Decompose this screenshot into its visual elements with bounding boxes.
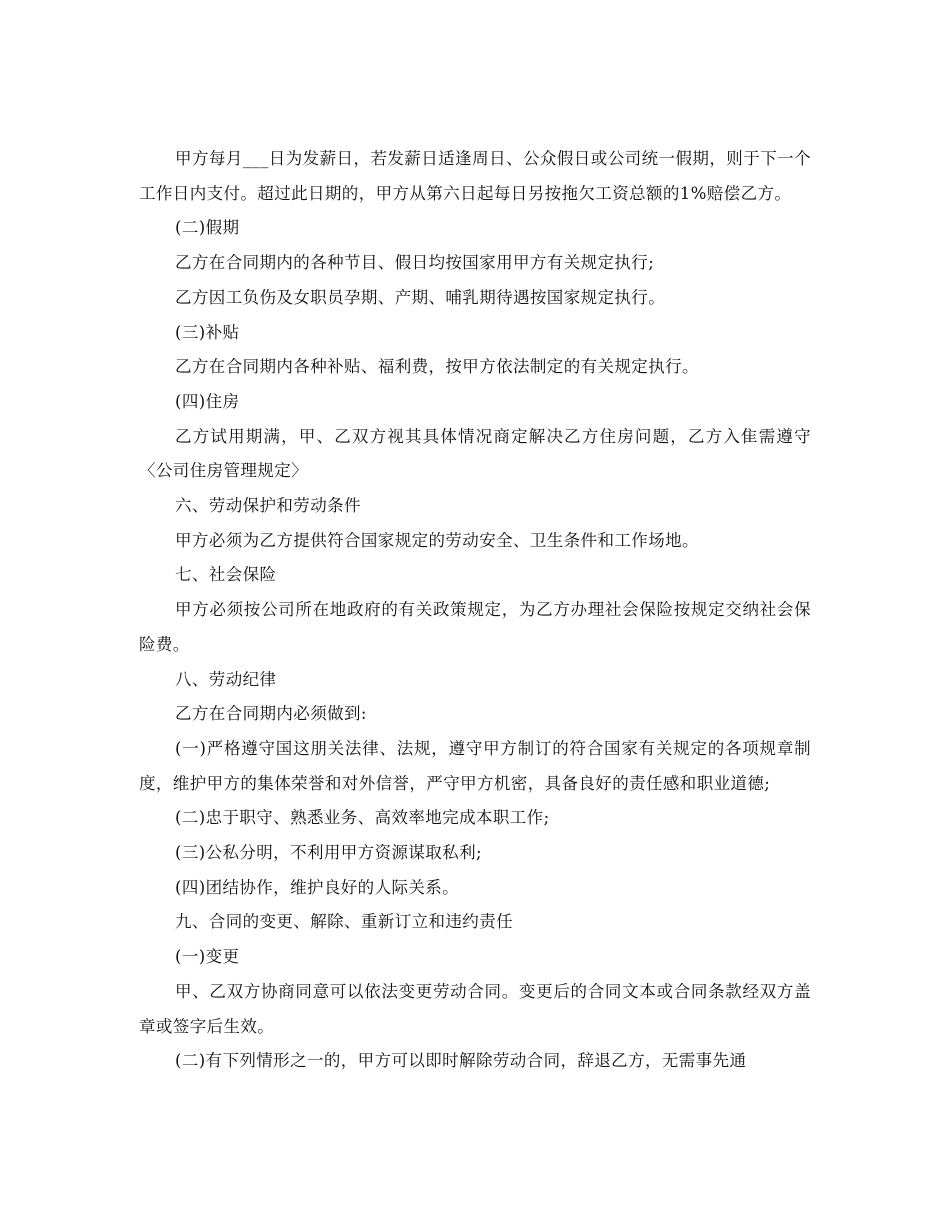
paragraph-housing: 乙方试用期满，甲、乙双方视其具体情况商定解决乙方住房问题，乙方入隹需遵守〈公司住房管理规定〉 bbox=[139, 426, 811, 481]
paragraph-salary-payday: 甲方每月___日为发薪日，若发薪日适逢周日、公众假日或公司统一假期，则于下一个工作日内支付。超过此日期的，甲方从第六日起每日另按拖欠工资总额的1%赔偿乙方。 bbox=[139, 149, 811, 203]
paragraph-holidays: 乙方在合同期内的各种节目、假日均按国家用甲方有关规定执行; bbox=[175, 253, 655, 273]
paragraph-discipline-4: (四)团结协作，维护良好的人际关系。 bbox=[175, 877, 460, 897]
paragraph-change: 甲、乙双方协商同意可以依法变更劳动合同。变更后的合同文本或合同条款经双方盖章或签字后生效。 bbox=[139, 981, 811, 1036]
paragraph-discipline-intro: 乙方在合同期内必须做到: bbox=[175, 704, 367, 724]
heading-vacation: (二)假期 bbox=[175, 218, 240, 238]
paragraph-labor-protection: 甲方必须为乙方提供符合国家规定的劳动安全、卫生条件和工作场地。 bbox=[175, 530, 699, 550]
heading-labor-protection: 六、劳动保护和劳动条件 bbox=[175, 496, 361, 516]
paragraph-termination: (二)有下列情形之一的，甲方可以即时解除劳动合同，辞退乙方，无需事先通 bbox=[175, 1051, 747, 1071]
heading-contract-changes: 九、合同的变更、解除、重新订立和违约责任 bbox=[175, 912, 513, 932]
paragraph-discipline-1: (一)严格遵守国这朋关法律、法规，遵守甲方制订的符合国家有关规定的各项规章制度，维护甲方的集体荣誉和对外信誉，严守甲方机密，具备良好的责任感和职业道德; bbox=[139, 738, 811, 793]
paragraph-maternity: 乙方因工负伤及女职员孕期、产期、哺乳期待遇按国家规定执行。 bbox=[175, 287, 666, 307]
paragraph-discipline-2: (二)忠于职守、熟悉业务、高效率地完成本职工作; bbox=[175, 808, 550, 828]
heading-social-insurance: 七、社会保险 bbox=[175, 565, 277, 585]
heading-change: (一)变更 bbox=[175, 947, 240, 967]
paragraph-discipline-3: (三)公私分明，不利用甲方资源谋取私利; bbox=[175, 843, 482, 863]
paragraph-social-insurance: 甲方必须按公司所在地政府的有关政策规定，为乙方办理社会保险按规定交纳社会保险费。 bbox=[139, 600, 811, 654]
heading-labor-discipline: 八、劳动纪律 bbox=[175, 669, 277, 689]
heading-housing: (四)住房 bbox=[175, 391, 240, 411]
document-page bbox=[139, 142, 811, 1079]
paragraph-allowance: 乙方在合同期内各种补贴、福利费，按甲方依法制定的有关规定执行。 bbox=[175, 357, 699, 377]
heading-allowance: (三)补贴 bbox=[175, 322, 240, 342]
